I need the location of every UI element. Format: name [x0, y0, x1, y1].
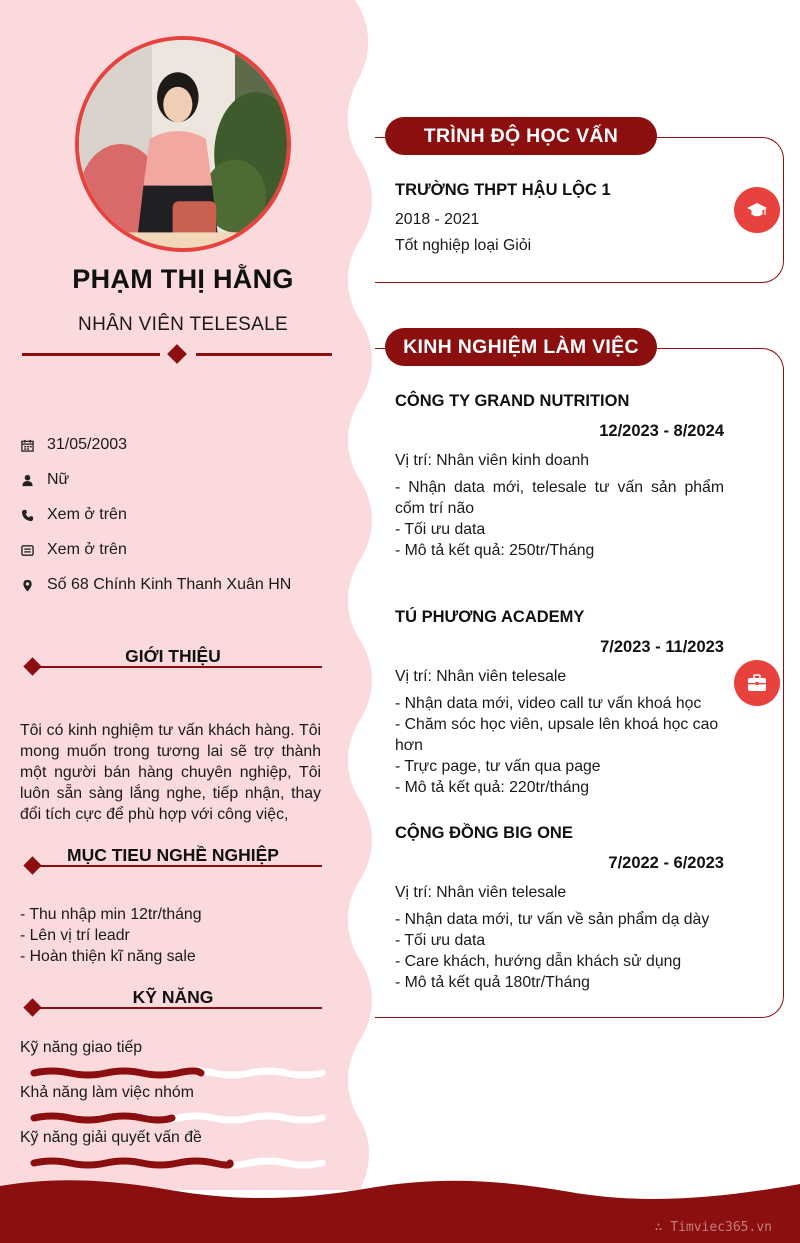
education-title: TRÌNH ĐỘ HỌC VẤN: [385, 117, 657, 155]
education-school: TRƯỜNG THPT HẬU LỘC 1: [395, 181, 611, 199]
job-line: - Mô tả kết quả 180tr/Tháng: [395, 974, 590, 991]
job-position: Vị trí: Nhân viên telesale: [395, 668, 567, 685]
job-description: [395, 693, 724, 798]
job-description: [395, 909, 724, 993]
job-line: - Tối ưu data: [395, 521, 486, 538]
briefcase-icon: [734, 660, 780, 706]
goals-section-header: [24, 845, 322, 873]
user-icon: [20, 473, 34, 487]
job-description: [395, 477, 724, 561]
job-line: - Care khách, hướng dẫn khách sử dụng: [395, 953, 682, 970]
gender-text: Nữ: [47, 471, 70, 488]
calendar-icon: [20, 438, 34, 452]
profile-photo: [79, 40, 287, 248]
skill-label: Kỹ năng giao tiếp: [20, 1039, 143, 1056]
goals-title: MỤC TIEU NGHỀ NGHIỆP: [67, 845, 279, 865]
skill-bar: [34, 1111, 322, 1123]
goals-list: [20, 904, 321, 967]
job-line: - Nhận data mới, telesale tư vấn sản phẩm cốm trí não: [395, 479, 724, 517]
skill-bar-fill: [34, 1161, 230, 1165]
job-period: 7/2022 - 6/2023: [608, 854, 724, 872]
job-company: CỘNG ĐỒNG BIG ONE: [395, 824, 573, 842]
job-line: - Trực page, tư vấn qua page: [395, 758, 601, 775]
job-line: - Mô tả kết quả: 250tr/Tháng: [395, 542, 595, 559]
job-position: Vị trí: Nhân viên telesale: [395, 884, 567, 901]
email-text: Xem ở trên: [47, 541, 127, 558]
header-divider: [22, 345, 332, 365]
experience-title: KINH NGHIỆM LÀM VIỆC: [385, 328, 657, 366]
candidate-name: PHẠM THỊ HẰNG: [72, 264, 294, 294]
skills-section-header: [24, 987, 322, 1015]
job-company: TÚ PHƯƠNG ACADEMY: [395, 608, 585, 626]
education-years: 2018 - 2021: [395, 211, 480, 228]
phone-text: Xem ở trên: [47, 506, 127, 523]
skill-bar-fill: [34, 1071, 201, 1075]
phone-icon: [20, 508, 34, 522]
education-result: Tốt nghiệp loại Giỏi: [395, 237, 532, 254]
email-icon: [20, 543, 34, 557]
contact-birthday: [20, 434, 127, 456]
job-line: - Mô tả kết quả: 220tr/tháng: [395, 779, 590, 796]
graduation-cap-icon: [734, 187, 780, 233]
intro-title: GIỚI THIỆU: [125, 646, 221, 666]
contact-email: [20, 539, 127, 561]
job-period: 12/2023 - 8/2024: [599, 422, 724, 440]
goal-item: - Thu nhập min 12tr/tháng: [20, 906, 202, 923]
goal-item: - Hoàn thiện kĩ năng sale: [20, 948, 196, 965]
job-line: - Chăm sóc học viên, upsale lên khoá học cao hơn: [395, 716, 719, 754]
education-card: [375, 137, 784, 283]
skills-title: KỸ NĂNG: [132, 987, 214, 1007]
job-period: 7/2023 - 11/2023: [600, 638, 724, 656]
location-pin-icon: [20, 578, 34, 592]
intro-section-header: [24, 646, 322, 674]
job-company: CÔNG TY GRAND NUTRITION: [395, 392, 630, 410]
skill-bar: [34, 1156, 322, 1168]
job-line: - Nhận data mới, video call tư vấn khoá học: [395, 695, 702, 712]
skill-label: Kỹ năng giải quyết vấn đề: [20, 1129, 202, 1146]
contact-address: [20, 574, 291, 596]
job-position: Vị trí: Nhân viên kinh doanh: [395, 452, 590, 469]
intro-text: Tôi có kinh nghiệm tư vấn khách hàng. Tôi mong muốn trong tương lai sẽ trợ thành một người bán hàng chuyên nghiệp, Tôi luôn sẵn sàng lắng nghe, tiếp nhận, thay đổi tích cực để phù hợp với công việc,: [20, 722, 321, 823]
contact-phone: [20, 504, 127, 526]
skill-label: Khả năng làm việc nhóm: [20, 1084, 194, 1101]
skill-bar-fill: [34, 1116, 172, 1120]
goal-item: - Lên vị trí leadr: [20, 927, 130, 944]
skill-bar: [34, 1066, 322, 1078]
watermark: ∴ Timviec365.vn: [654, 1220, 772, 1235]
job-line: - Nhận data mới, tư vấn về sản phẩm dạ dày: [395, 911, 710, 928]
address-text: Số 68 Chính Kinh Thanh Xuân HN: [47, 576, 292, 593]
contact-gender: [20, 469, 69, 491]
profile-avatar: [75, 36, 291, 252]
candidate-role: NHÂN VIÊN TELESALE: [78, 314, 288, 335]
job-line: - Tối ưu data: [395, 932, 486, 949]
birthday-text: 31/05/2003: [47, 436, 128, 453]
